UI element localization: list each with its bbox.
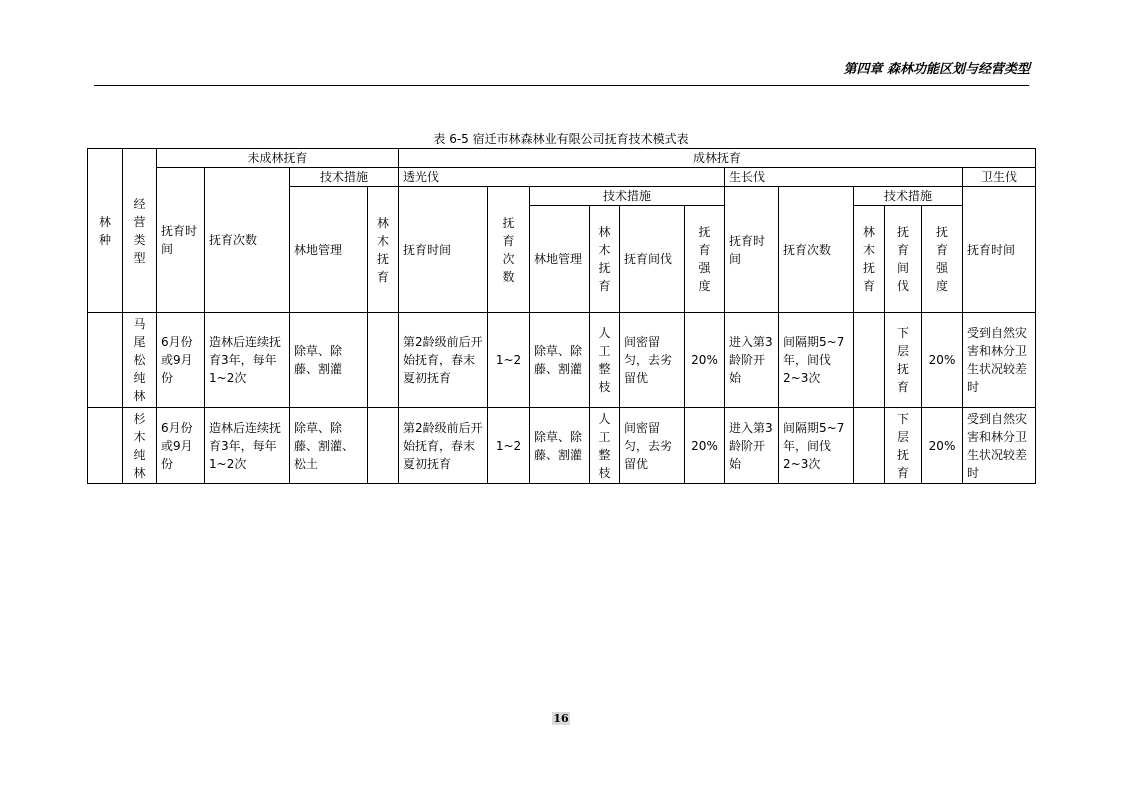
cell-young-tree bbox=[368, 408, 399, 484]
table-row bbox=[88, 408, 1036, 484]
cell-young-count: 造林后连续抚育3年，每年1~2次 bbox=[205, 408, 290, 484]
cell-thin-cut: 间密留匀，去劣留优 bbox=[620, 408, 685, 484]
col-header-young-land: 林地管理 bbox=[290, 187, 368, 313]
col-header-growth-tree: 林木抚育 bbox=[854, 206, 885, 313]
cell-sanitation-time: 受到自然灾害和林分卫生状况较差时 bbox=[963, 408, 1036, 484]
col-header-young-tech: 技术措施 bbox=[290, 168, 399, 187]
col-header-young-time: 抚育时间 bbox=[157, 168, 205, 313]
cell-young-time: 6月份或9月份 bbox=[157, 313, 205, 408]
cell-thin-intensity: 20% bbox=[685, 313, 725, 408]
chapter-title: 第四章 森林功能区划与经营类型 bbox=[843, 62, 1030, 77]
tending-technique-table bbox=[87, 148, 1036, 484]
cell-growth-time: 进入第3龄阶开始 bbox=[725, 313, 779, 408]
col-header-thin-land: 林地管理 bbox=[530, 206, 590, 313]
col-header-growth-cut: 抚育间伐 bbox=[885, 206, 922, 313]
cell-young-time: 6月份或9月份 bbox=[157, 408, 205, 484]
header-rule bbox=[94, 85, 1029, 86]
cell-young-count: 造林后连续抚育3年，每年1~2次 bbox=[205, 313, 290, 408]
col-header-growth-tech: 技术措施 bbox=[854, 187, 963, 206]
col-header-growth-time: 抚育时间 bbox=[725, 187, 779, 313]
cell-growth-tree bbox=[854, 313, 885, 408]
cell-growth-intensity: 20% bbox=[922, 408, 963, 484]
cell-thin-land: 除草、除藤、割灌 bbox=[530, 313, 590, 408]
col-header-growth-count: 抚育次数 bbox=[779, 187, 854, 313]
col-header-growth-thinning: 生长伐 bbox=[725, 168, 963, 187]
col-header-light-thinning: 透光伐 bbox=[399, 168, 725, 187]
cell-thin-time: 第2龄级前后开始抚育，春末夏初抚育 bbox=[399, 313, 488, 408]
col-header-young-tree: 林木抚育 bbox=[368, 187, 399, 313]
col-header-thin-tech: 技术措施 bbox=[530, 187, 725, 206]
cell-growth-count: 间隔期5~7年，间伐2~3次 bbox=[779, 313, 854, 408]
cell-growth-cut: 下层抚育 bbox=[885, 408, 922, 484]
cell-thin-intensity: 20% bbox=[685, 408, 725, 484]
cell-species bbox=[88, 408, 123, 484]
table-row bbox=[88, 313, 1036, 408]
table-caption: 表 6-5 宿迁市林森林业有限公司抚育技术模式表 bbox=[433, 132, 689, 146]
cell-thin-cut: 间密留匀，去劣留优 bbox=[620, 313, 685, 408]
cell-thin-tree: 人工整枝 bbox=[590, 313, 620, 408]
col-header-thin-count: 抚育次数 bbox=[488, 187, 530, 313]
col-header-growth-intensity: 抚育强度 bbox=[922, 206, 963, 313]
cell-growth-time: 进入第3龄阶开始 bbox=[725, 408, 779, 484]
page-number bbox=[0, 712, 1122, 725]
cell-thin-time: 第2龄级前后开始抚育，春末夏初抚育 bbox=[399, 408, 488, 484]
cell-thin-count: 1~2 bbox=[488, 408, 530, 484]
cell-growth-cut: 下层抚育 bbox=[885, 313, 922, 408]
cell-young-land: 除草、除藤、割灌 bbox=[290, 313, 368, 408]
cell-growth-intensity: 20% bbox=[922, 313, 963, 408]
col-header-young-count: 抚育次数 bbox=[205, 168, 290, 313]
cell-growth-count: 间隔期5~7年，间伐2~3次 bbox=[779, 408, 854, 484]
cell-type: 马尾松纯林 bbox=[123, 313, 157, 408]
cell-species bbox=[88, 313, 123, 408]
group-header-young-forest: 未成林抚育 bbox=[157, 149, 399, 168]
col-header-sanitation-time: 抚育时间 bbox=[963, 187, 1036, 313]
col-header-management-type: 经营类型 bbox=[123, 149, 157, 313]
cell-sanitation-time: 受到自然灾害和林分卫生状况较差时 bbox=[963, 313, 1036, 408]
cell-young-land: 除草、除藤、割灌、松土 bbox=[290, 408, 368, 484]
cell-thin-land: 除草、除藤、割灌 bbox=[530, 408, 590, 484]
col-header-thin-intensity: 抚育强度 bbox=[685, 206, 725, 313]
col-header-thin-cut: 抚育间伐 bbox=[620, 206, 685, 313]
group-header-mature-forest: 成林抚育 bbox=[399, 149, 1036, 168]
cell-young-tree bbox=[368, 313, 399, 408]
col-header-thin-time: 抚育时间 bbox=[399, 187, 488, 313]
cell-thin-tree: 人工整枝 bbox=[590, 408, 620, 484]
cell-thin-count: 1~2 bbox=[488, 313, 530, 408]
col-header-tree-species: 林种 bbox=[88, 149, 123, 313]
cell-type: 杉木纯林 bbox=[123, 408, 157, 484]
cell-growth-tree bbox=[854, 408, 885, 484]
col-header-sanitation: 卫生伐 bbox=[963, 168, 1036, 187]
col-header-thin-tree: 林木抚育 bbox=[590, 206, 620, 313]
page-number-value: 16 bbox=[553, 712, 569, 725]
